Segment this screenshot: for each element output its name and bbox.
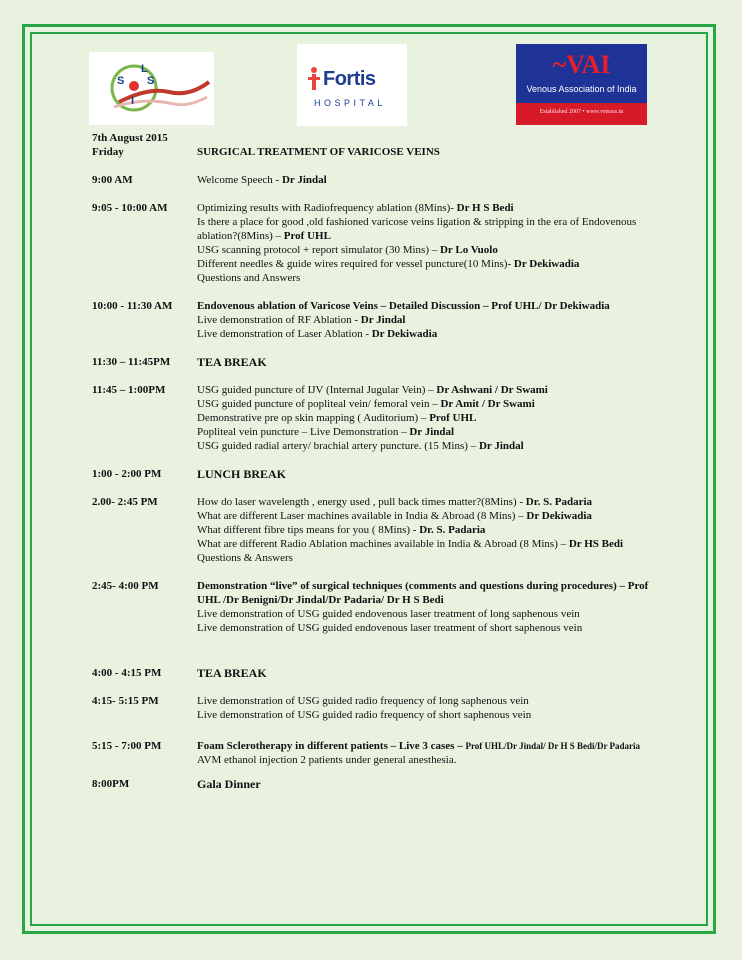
speaker-name: Demonstration “live” of surgical techniques (comments and questions during procedures) – Prof [197,580,649,592]
speaker-name: Dr. S. Padaria [525,496,593,508]
session-time: 2:45- 4:00 PM [92,580,159,592]
speaker-name: Dr Jindal [281,174,327,186]
vai-subtitle: Venous Association of India [526,84,637,94]
session-line: USG guided puncture of IJV (Internal Jugular Vein) – Dr Ashwani / Dr Swami [197,384,548,396]
speaker-name: Dr H S Bedi [456,202,514,214]
session-line: USG guided puncture of popliteal vein/ femoral vein – Dr Amit / Dr Swami [197,398,535,410]
speaker-name: Gala Dinner [197,777,261,791]
session-line: Is there a place for good ,old fashioned varicose veins ligation & stripping in the era of Endovenous [197,216,637,228]
fortis-mark-icon [307,66,321,90]
session-time: 9:05 - 10:00 AM [92,202,168,214]
speaker-name: Dr Jindal [360,314,406,326]
session-time: 10:00 - 11:30 AM [92,300,173,312]
session-line: Demonstrative pre op skin mapping ( Auditorium) – Prof UHL [197,412,477,424]
session-time: 4:00 - 4:15 PM [92,667,162,679]
session-time: 2.00- 2:45 PM [92,496,158,508]
lsis-logo-graphic [89,52,214,125]
session-line: AVM ethanol injection 2 patients under general anesthesia. [197,754,457,766]
session-line: Live demonstration of USG guided radio frequency of long saphenous vein [197,695,529,707]
session-time: 5:15 - 7:00 PM [92,740,162,752]
session-line: Different needles & guide wires required for vessel puncture(10 Mins)- Dr Dekiwadia [197,258,580,270]
session-line: Welcome Speech - Dr Jindal [197,174,327,186]
session-time: 11:30 – 11:45PM [92,356,171,368]
svg-text:I: I [131,95,135,107]
session-line: USG scanning protocol + report simulator (30 Mins) – Dr Lo Vuolo [197,244,498,256]
speaker-name: Dr Dekiwadia [526,510,592,522]
session-line: Popliteal vein puncture – Live Demonstration – Dr Jindal [197,426,455,438]
speaker-name: Dr HS Bedi [568,538,624,550]
speaker-name: Prof UHL [283,230,331,242]
speaker-name: Endovenous ablation of Varicose Veins – Detailed Discussion – Prof UHL/ Dr Dekiwadia [197,300,610,312]
session-line: ablation?(8Mins) – Prof UHL [197,230,331,242]
program-title: SURGICAL TREATMENT OF VARICOSE VEINS [197,146,440,158]
session-line: Questions & Answers [197,552,293,564]
lsis-logo [89,52,214,125]
session-line [197,467,702,481]
session-line [197,739,702,753]
svg-text:S: S [147,75,155,87]
session-line: Questions and Answers [197,272,301,284]
vai-logo [516,44,647,125]
svg-text:S: S [117,75,125,87]
speaker-name: Foam Sclerotherapy in different patients – Live 3 cases – [197,740,466,752]
session-line [197,579,702,593]
session-line [197,666,702,680]
vai-established: Established 2007 • www.venous.in [539,109,624,115]
speaker-name: Dr Amit / Dr Swami [440,398,535,410]
session-time: 4:15- 5:15 PM [92,695,159,707]
session-time: 1:00 - 2:00 PM [92,468,162,480]
session-line: Live demonstration of RF Ablation - Dr Jindal [197,314,406,326]
event-day: Friday [92,146,124,158]
session-line [197,777,702,791]
session-line: Optimizing results with Radiofrequency ablation (8Mins)- Dr H S Bedi [197,202,514,214]
svg-text:L: L [141,63,148,75]
speaker-name: Dr Ashwani / Dr Swami [436,384,548,396]
speaker-name: Dr Dekiwadia [371,328,438,340]
session-line: What are different Laser machines available in India & Abroad (8 Mins) – Dr Dekiwadia [197,510,592,522]
fortis-logo [297,44,407,126]
session-line: USG guided radial artery/ brachial artery puncture. (15 Mins) – Dr Jindal [197,440,524,452]
speaker-name: Dr Jindal [478,440,524,452]
session-line [197,299,702,313]
session-line: What different fibre tips means for you ( 8Mins) - Dr. S. Padaria [197,524,486,536]
speaker-name: Prof UHL [429,412,477,424]
session-line: How do laser wavelength , energy used , pull back times matter?(8Mins) - Dr. S. Padaria [197,496,593,508]
vai-title: ~VAI [552,50,611,79]
speaker-name: TEA BREAK [197,666,267,680]
session-line: Live demonstration of Laser Ablation - Dr Dekiwadia [197,328,438,340]
session-line: Live demonstration of USG guided endovenous laser treatment of short saphenous vein [197,622,583,634]
speaker-name: TEA BREAK [197,355,267,369]
event-date: 7th August 2015 [92,132,168,144]
speaker-name: LUNCH BREAK [197,467,287,481]
session-time: 11:45 – 1:00PM [92,384,166,396]
speaker-name: Dr Lo Vuolo [439,244,498,256]
session-line [197,355,702,369]
session-time: 9:00 AM [92,174,133,186]
speaker-name: UHL /Dr Benigni/Dr Jindal/Dr Padaria/ Dr H S Bedi [197,594,444,606]
fortis-subtitle: HOSPITAL [314,98,386,108]
fortis-name: Fortis [323,68,376,90]
session-line: Live demonstration of USG guided endovenous laser treatment of long saphenous vein [197,608,580,620]
speaker-name: Dr Dekiwadia [513,258,580,270]
session-time: 8:00PM [92,778,130,790]
speaker-name: Dr Jindal [409,426,455,438]
speaker-name: Dr. S. Padaria [419,524,486,536]
session-line: What are different Radio Ablation machines available in India & Abroad (8 Mins) – Dr HS Bedi [197,538,624,550]
session-line: Live demonstration of USG guided radio frequency of short saphenous vein [197,709,532,721]
speaker-name: Prof UHL/Dr Jindal/ Dr H S Bedi/Dr Padaria [465,741,641,751]
session-line [197,593,702,607]
